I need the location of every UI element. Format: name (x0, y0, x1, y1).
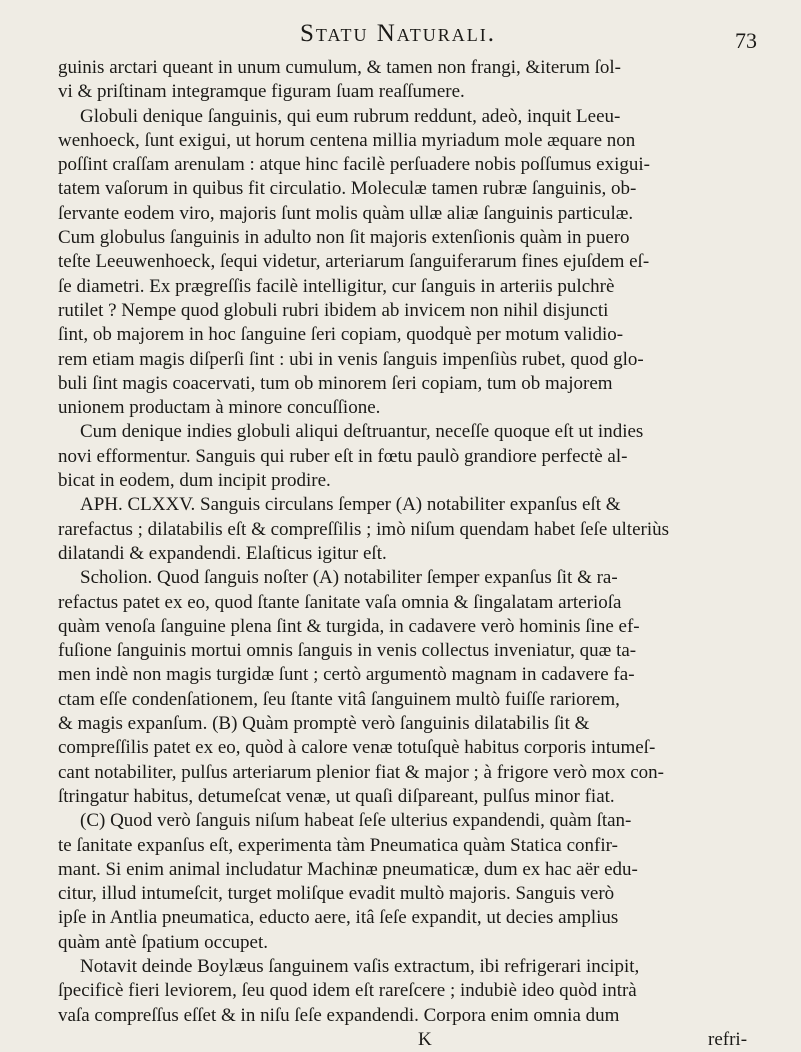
text-line: tatem vaſorum in quibus fit circulatio. Moleculæ tamen rubræ ſanguinis, ob- (58, 178, 637, 200)
text-line: wenhoeck, ſunt exigui, ut horum centena millia myriadum mole æquare non (58, 129, 636, 151)
running-head (0, 14, 801, 53)
text-line: cant notabiliter, pulſus arteriarum plenior fiat & major ; à frigore verò mox con- (58, 761, 664, 783)
text-line: vaſa compreſſus eſſet & in niſu ſeſe expandendi. Corpora enim omnia dum (58, 1004, 620, 1026)
body-text (58, 56, 780, 1052)
text-line: Cum denique indies globuli aliqui deſtruantur, neceſſe quoque eſt ut indies (80, 421, 644, 443)
text-line: mant. Si enim animal includatur Machinæ pneumaticæ, dum ex hac aër edu- (58, 858, 638, 880)
text-line: ctam eſſe condenſationem, ſeu ſtante vitâ ſanguinem multò fuiſſe rariorem, (58, 688, 620, 710)
text-line: Notavit deinde Boylæus ſanguinem vaſis extractum, ibi refrigerari incipit, (80, 955, 640, 977)
text-line: buli ſint magis coacervati, tum ob minorem ſeri copiam, tum ob majorem (58, 372, 613, 394)
signature-mark: K (418, 1028, 432, 1050)
text-line: rem etiam magis diſperſi ſint : ubi in venis ſanguis impenſiùs rubet, quod glo- (58, 348, 644, 370)
text-line: Globuli denique ſanguinis, qui eum rubrum reddunt, adeò, inquit Leeu- (80, 105, 621, 127)
text-line: APH. CLXXV. Sanguis circulans ſemper (A) notabiliter expanſus eſt & (80, 494, 621, 516)
text-line: rarefactus ; dilatabilis eſt & compreſſilis ; imò niſum quendam habet ſeſe ulteriùs (58, 518, 670, 540)
text-line: novi efformentur. Sanguis qui ruber eſt in fœtu paulò grandiore perfectè al- (58, 445, 628, 467)
page-number: 73 (735, 28, 757, 53)
text-line: ſervante eodem viro, majoris ſunt molis quàm ullæ aliæ ſanguinis particulæ. (58, 202, 634, 224)
catchword: refri- (708, 1028, 748, 1050)
text-line: Cum globulus ſanguinis in adulto non ſit majoris extenſionis quàm in puero (58, 227, 630, 249)
text-line: teſte Leeuwenhoeck, ſequi videtur, arteriarum ſanguiferarum fines ejuſdem eſ- (58, 251, 650, 273)
text-line: dilatandi & expandendi. Elaſticus igitur eſt. (58, 542, 387, 564)
text-line: citur, illud intumeſcit, turget moliſque evadit multò majoris. Sanguis verò (58, 883, 615, 905)
text-line: refactus patet ex eo, quod ſtante ſanitate vaſa omnia & ſingalatam arterioſa (58, 591, 622, 613)
text-line: vi & priſtinam integramque figuram ſuam reaſſumere. (58, 81, 465, 103)
text-line: & magis expanſum. (B) Quàm promptè verò ſanguinis dilatabilis ſit & (58, 713, 590, 735)
text-line: quàm antè ſpatium occupet. (58, 931, 268, 953)
text-line: ſpecificè fieri leviorem, ſeu quod idem eſt rareſcere ; indubiè ideo quòd intrà (58, 980, 637, 1002)
text-line: quàm venoſa ſanguine plena ſint & turgida, in cadavere verò hominis ſine ef- (58, 615, 640, 637)
text-line: ſe diametri. Ex prægreſſis facilè intelligitur, cur ſanguis in arteriis pulchrè (58, 275, 615, 297)
text-line: compreſſilis patet ex eo, quòd à calore venæ totuſquè habitus corporis intumeſ- (58, 737, 656, 759)
text-line: te ſanitate expanſus eſt, experimenta tàm Pneumatica quàm Statica confir- (58, 834, 618, 856)
text-line: poſſint craſſam arenulam : atque hinc facilè perſuadere nobis poſſumus exigui- (58, 154, 650, 176)
text-line: men indè non magis turgidæ ſunt ; certò argumentò magnam in cadavere fa- (58, 664, 635, 686)
text-line: guinis arctari queant in unum cumulum, & tamen non frangi, &iterum ſol- (58, 57, 622, 78)
text-line: unionem productam à minore concuſſione. (58, 397, 381, 419)
running-title: Statu Naturali. (300, 20, 497, 47)
text-line: rutilet ? Nempe quod globuli rubri ibidem ab invicem non nihil disjuncti (58, 299, 609, 321)
text-line: ipſe in Antlia pneumatica, educto aere, itâ ſeſe expandit, ut decies amplius (58, 907, 619, 929)
text-line: ſint, ob majorem in hoc ſanguine ſeri copiam, quodquè per motum validio- (58, 324, 624, 346)
text-line: ſtringatur habitus, detumeſcat venæ, ut quaſi diſpareant, pulſus minor fiat. (58, 785, 615, 807)
page-footer (58, 1028, 780, 1052)
text-line: bicat in eodem, dum incipit prodire. (58, 470, 331, 492)
text-line: Scholion. Quod ſanguis noſter (A) notabiliter ſemper expanſus ſit & ra- (80, 567, 618, 589)
text-line: fuſione ſanguinis mortui omnis ſanguis in venis collectus inveniatur, quæ ta- (58, 640, 637, 662)
text-line: (C) Quod verò ſanguis niſum habeat ſeſe ulterius expandendi, quàm ſtan- (80, 810, 632, 832)
